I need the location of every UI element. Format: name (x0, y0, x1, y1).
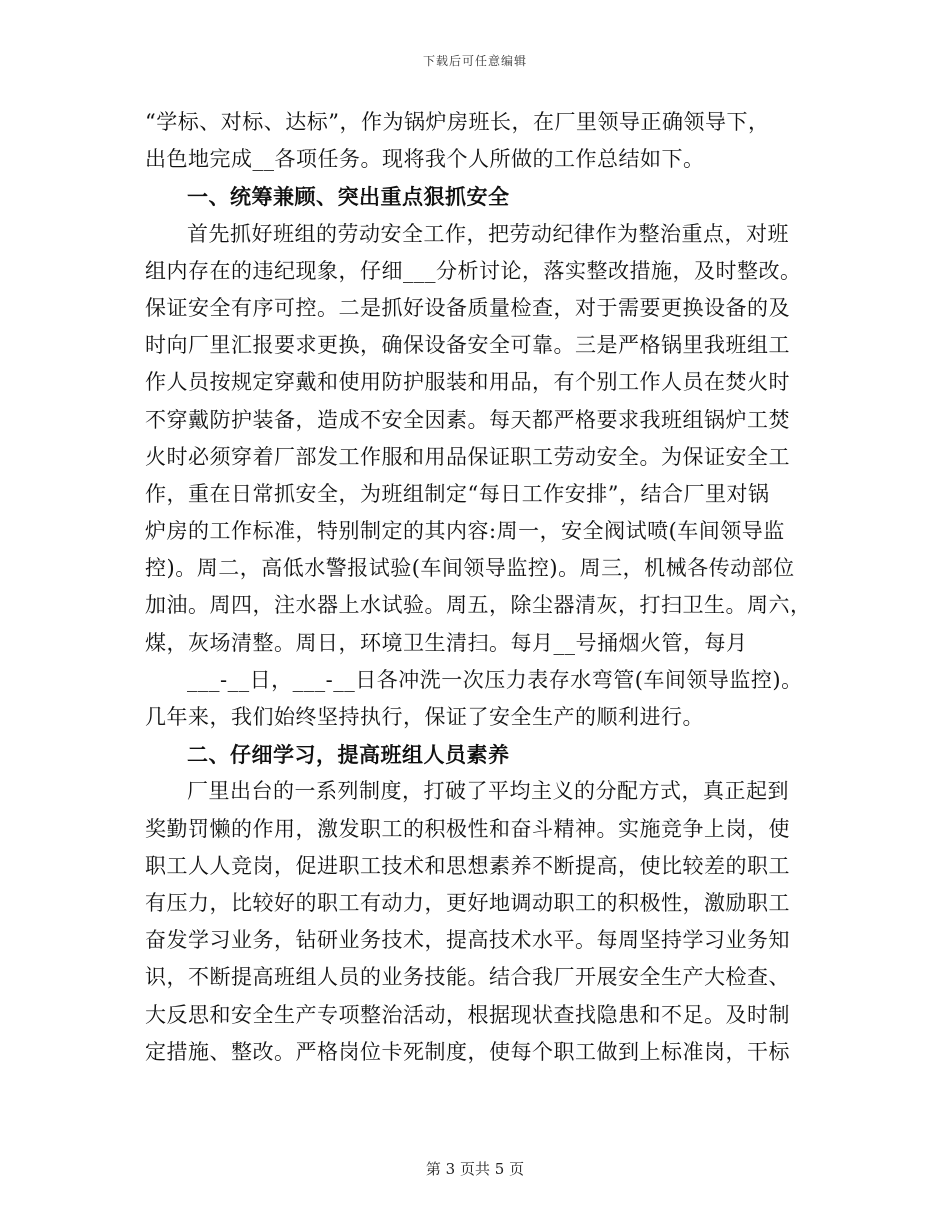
text-line: 保证安全有序可控。二是抓好设备质量检查，对于需要更换设备的及 (145, 295, 790, 320)
text-line: 职工人人竞岗，促进职工技术和思想素养不断提高，使比较差的职工 (145, 853, 790, 878)
text-line: 大反思和安全生产专项整治活动，根据现状查找隐患和不足。及时制 (145, 1002, 790, 1027)
page-header-note: 下载后可任意编辑 (422, 54, 527, 68)
text-line: 炉房的工作标准，特别制定的其内容:周一，安全阀试喷(车间领导监 (145, 519, 785, 544)
text-line: 定措施、整改。严格岗位卡死制度，使每个职工做到上标准岗，干标 (145, 1039, 790, 1064)
text-line: 加油。周四，注水器上水试验。周五，除尘器清灰，打扫卫生。周六， (145, 593, 812, 618)
text-line: 控)。周二，高低水警报试验(车间领导监控)。周三，机械各传动部位 (145, 556, 795, 581)
text-line: 不穿戴防护装备，造成不安全因素。每天都严格要求我班组锅炉工焚 (145, 407, 790, 432)
text-line: 几年来，我们始终坚持执行，保证了安全生产的顺利进行。 (145, 705, 704, 729)
text-line: ___-__日，___-__日各冲洗一次压力表存水弯管(车间领导监控)。 (187, 667, 803, 692)
text-line: 首先抓好班组的劳动安全工作，把劳动纪律作为整治重点，对班 (187, 221, 789, 246)
section-heading: 二、仔细学习，提高班组人员素养 (187, 742, 510, 768)
text-line: 奋发学习业务，钻研业务技术，提高技术水平。每周坚持学习业务知 (145, 928, 790, 953)
section-heading: 一、统筹兼顾、突出重点狠抓安全 (187, 184, 510, 210)
text-line: 出色地完成__各项任务。现将我个人所做的工作总结如下。 (145, 147, 705, 172)
text-line: 组内存在的违纪现象，仔细___分析讨论，落实整改措施，及时整改。 (145, 258, 802, 283)
text-line: 有压力，比较好的职工有动力，更好地调动职工的积极性，激励职工 (145, 890, 790, 915)
text-line: 作，重在日常抓安全，为班组制定“每日工作安排”，结合厂里对锅 (145, 481, 770, 506)
page-number-footer: 第 3 页共 5 页 (425, 1160, 525, 1178)
document-body (145, 104, 815, 1071)
text-line: 识，不断提高班组人员的业务技能。结合我厂开展安全生产大检查、 (145, 965, 790, 990)
text-line: 时向厂里汇报要求更换，确保设备安全可靠。三是严格锅里我班组工 (145, 333, 790, 358)
text-line: 奖勤罚懒的作用，激发职工的积极性和奋斗精神。实施竞争上岗，使 (145, 816, 790, 841)
text-line: 煤，灰场清整。周日，环境卫生清扫。每月__号捅烟火管，每月 (145, 630, 748, 655)
text-line: 火时必须穿着厂部发工作服和用品保证职工劳动安全。为保证安全工 (145, 444, 790, 469)
text-line: “学标、对标、达标”，作为锅炉房班长，在厂里领导正确领导下， (145, 110, 770, 134)
text-line: 厂里出台的一系列制度，打破了平均主义的分配方式，真正起到 (187, 779, 789, 804)
text-line: 作人员按规定穿戴和使用防护服装和用品，有个别工作人员在焚火时 (145, 370, 790, 395)
